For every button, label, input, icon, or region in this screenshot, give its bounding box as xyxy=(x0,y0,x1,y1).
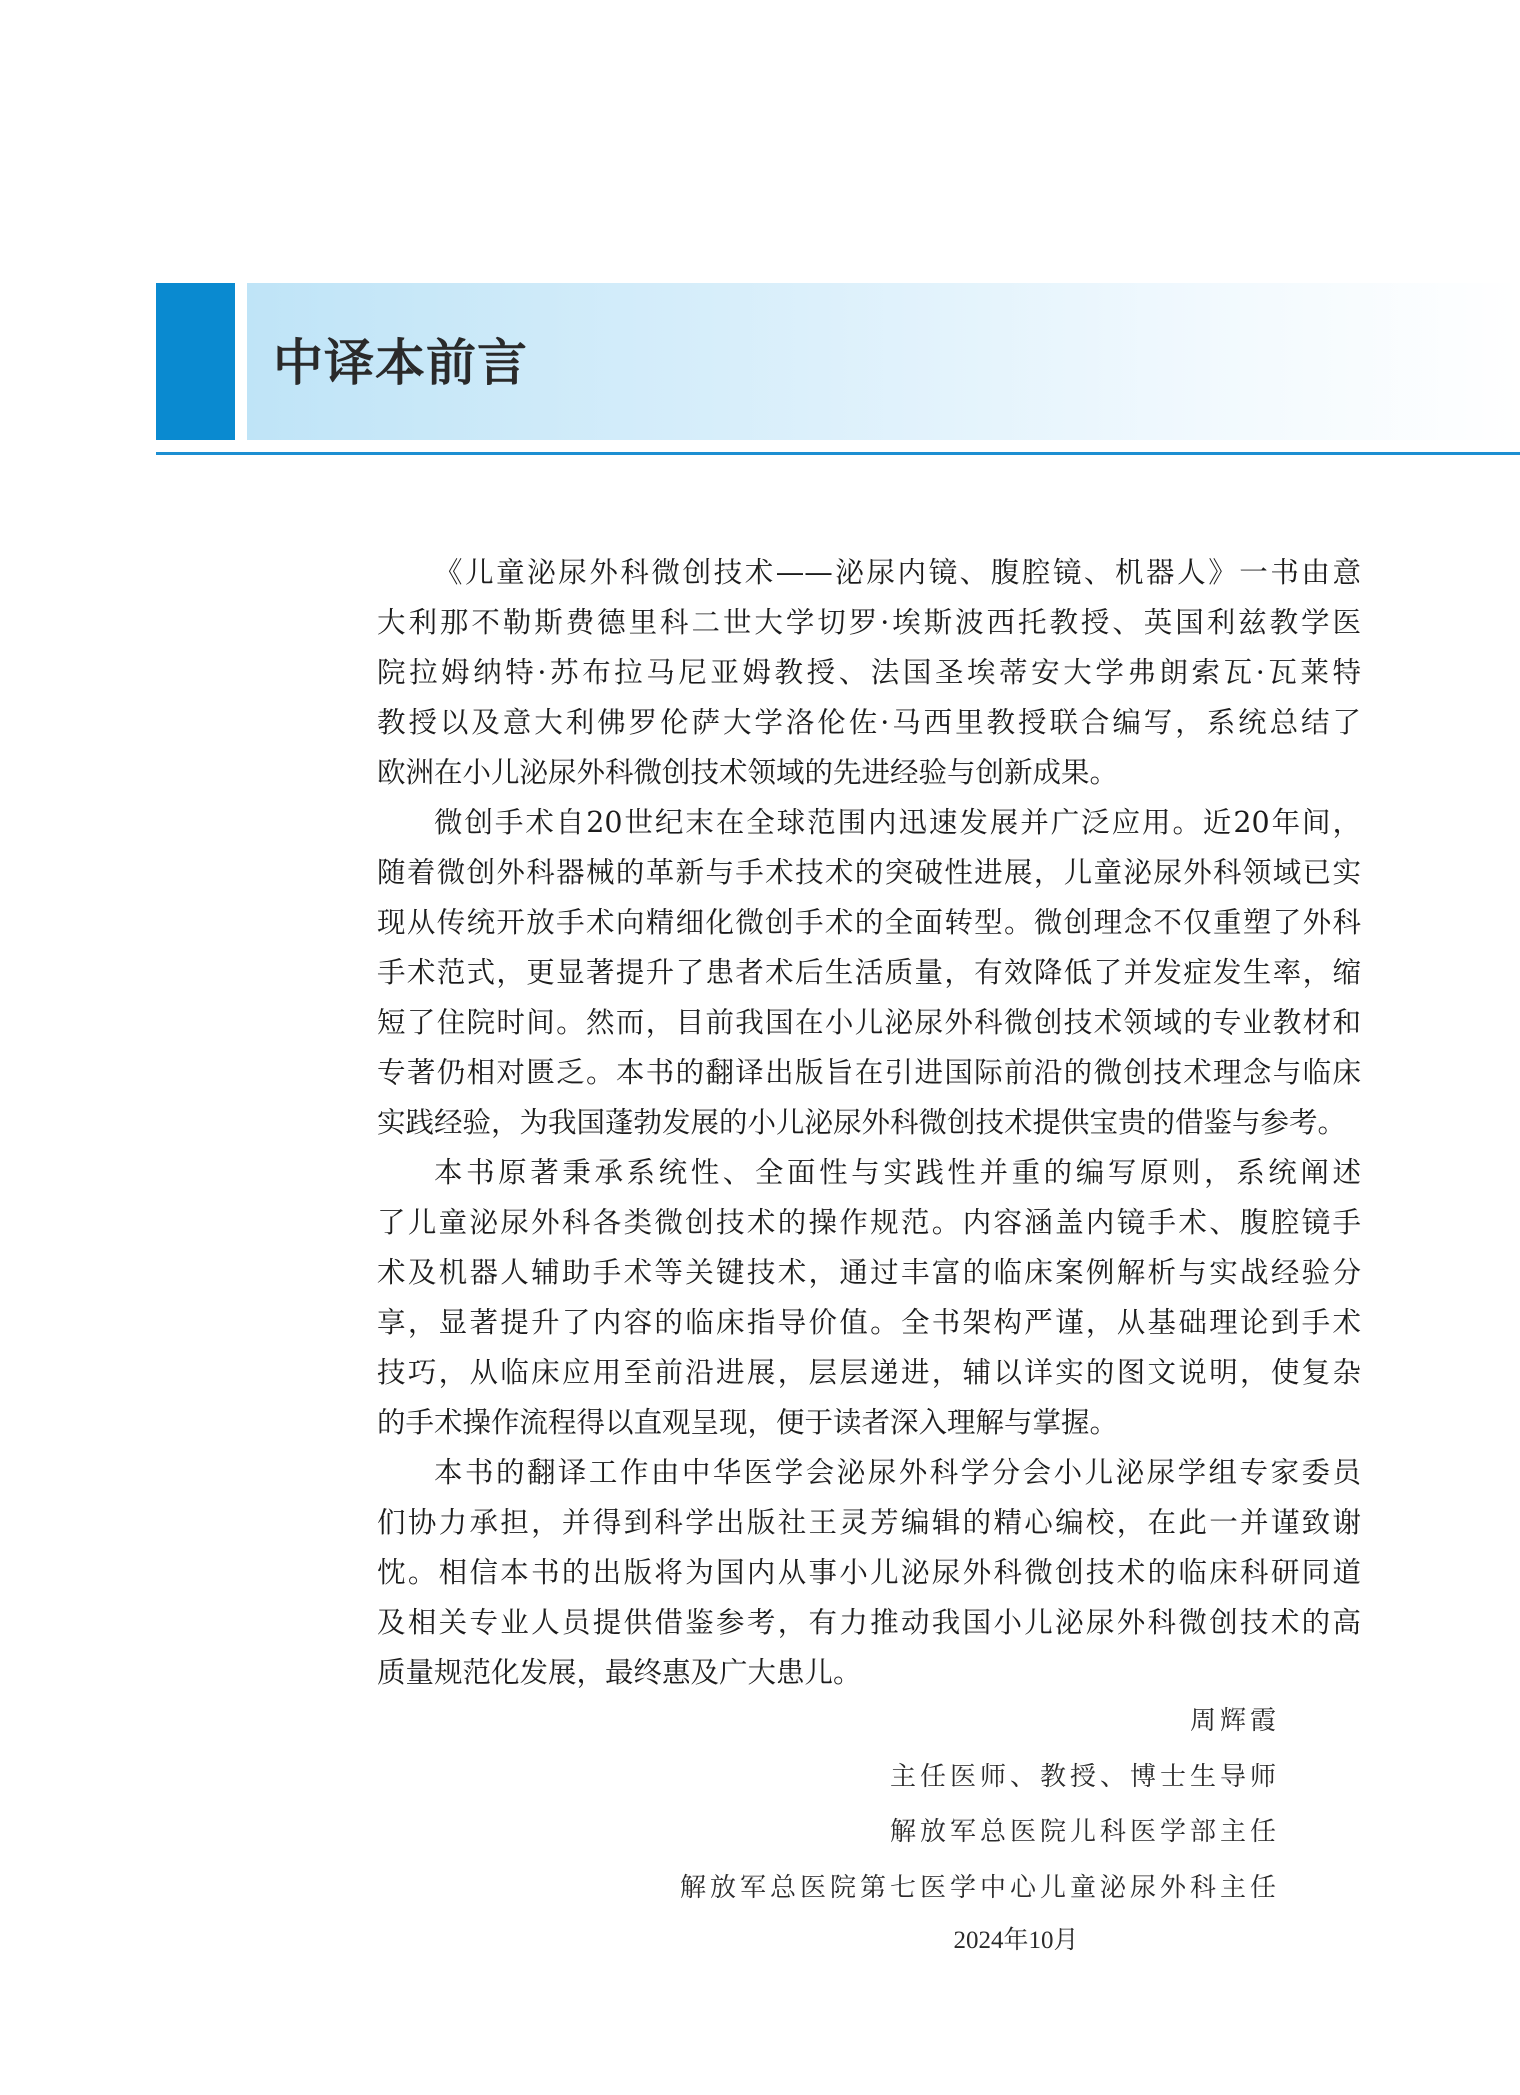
paragraph-line: 技巧，从临床应用至前沿进展，层层递进，辅以详实的图文说明，使复杂 xyxy=(377,1356,1361,1389)
paragraph xyxy=(377,1148,1361,1448)
paragraph-line: 术及机器人辅助手术等关键技术，通过丰富的临床案例解析与实战经验分 xyxy=(377,1256,1361,1289)
paragraph-line: 专著仍相对匮乏。本书的翻译出版旨在引进国际前沿的微创技术理念与临床 xyxy=(377,1056,1361,1089)
title-divider xyxy=(156,452,1520,455)
paragraph-line: 院拉姆纳特·苏布拉马尼亚姆教授、法国圣埃蒂安大学弗朗索瓦·瓦莱特 xyxy=(377,656,1361,689)
title-accent-bar xyxy=(156,283,235,440)
paragraph-line: 大利那不勒斯费德里科二世大学切罗·埃斯波西托教授、英国利兹教学医 xyxy=(377,606,1361,639)
paragraph-line: 《儿童泌尿外科微创技术——泌尿内镜、腹腔镜、机器人》一书由意 xyxy=(434,556,1361,589)
paragraph-line: 忱。相信本书的出版将为国内从事小儿泌尿外科微创技术的临床科研同道 xyxy=(377,1556,1361,1589)
page-title: 中译本前言 xyxy=(273,334,528,392)
signature-position-1: 解放军总医院儿科医学部主任 xyxy=(889,1817,1280,1847)
paragraph-line: 随着微创外科器械的革新与手术技术的突破性进展，儿童泌尿外科领域已实 xyxy=(377,856,1361,889)
paragraph xyxy=(377,548,1361,798)
paragraph-line: 了儿童泌尿外科各类微创技术的操作规范。内容涵盖内镜手术、腹腔镜手 xyxy=(377,1206,1361,1239)
preface-body xyxy=(377,548,1361,1698)
paragraph-line: 及相关专业人员提供借鉴参考，有力推动我国小儿泌尿外科微创技术的高 xyxy=(377,1606,1361,1639)
paragraph-line: 短了住院时间。然而，目前我国在小儿泌尿外科微创技术领域的专业教材和 xyxy=(377,1006,1361,1039)
paragraph-line: 欧洲在小儿泌尿外科微创技术领域的先进经验与创新成果。 xyxy=(377,756,1119,789)
paragraph-line: 教授以及意大利佛罗伦萨大学洛伦佐·马西里教授联合编写，系统总结了 xyxy=(377,706,1361,739)
paragraph-line: 实践经验，为我国蓬勃发展的小儿泌尿外科微创技术提供宝贵的借鉴与参考。 xyxy=(377,1106,1347,1139)
paragraph xyxy=(377,798,1361,1148)
paragraph-line: 本书的翻译工作由中华医学会泌尿外科学分会小儿泌尿学组专家委员 xyxy=(434,1456,1361,1489)
paragraph-line: 质量规范化发展，最终惠及广大患儿。 xyxy=(377,1656,862,1689)
paragraph-line: 手术范式，更显著提升了患者术后生活质量，有效降低了并发症发生率，缩 xyxy=(377,956,1361,989)
paragraph-line: 享，显著提升了内容的临床指导价值。全书架构严谨，从基础理论到手术 xyxy=(377,1306,1361,1339)
signature-date: 2024年10月 xyxy=(953,1927,1079,1954)
paragraph-line: 们协力承担，并得到科学出版社王灵芳编辑的精心编校，在此一并谨致谢 xyxy=(377,1506,1361,1539)
paragraph-line: 的手术操作流程得以直观呈现，便于读者深入理解与掌握。 xyxy=(377,1406,1119,1439)
paragraph xyxy=(377,1448,1361,1698)
paragraph-line: 现从传统开放手术向精细化微创手术的全面转型。微创理念不仅重塑了外科 xyxy=(377,906,1361,939)
paragraph-line: 微创手术自20世纪末在全球范围内迅速发展并广泛应用。近20年间， xyxy=(434,806,1361,839)
signature-position-2: 解放军总医院第七医学中心儿童泌尿外科主任 xyxy=(679,1873,1280,1903)
signature-name: 周辉霞 xyxy=(1189,1706,1280,1736)
signature-title: 主任医师、教授、博士生导师 xyxy=(889,1762,1280,1792)
paragraph-line: 本书原著秉承系统性、全面性与实践性并重的编写原则，系统阐述 xyxy=(434,1156,1361,1189)
